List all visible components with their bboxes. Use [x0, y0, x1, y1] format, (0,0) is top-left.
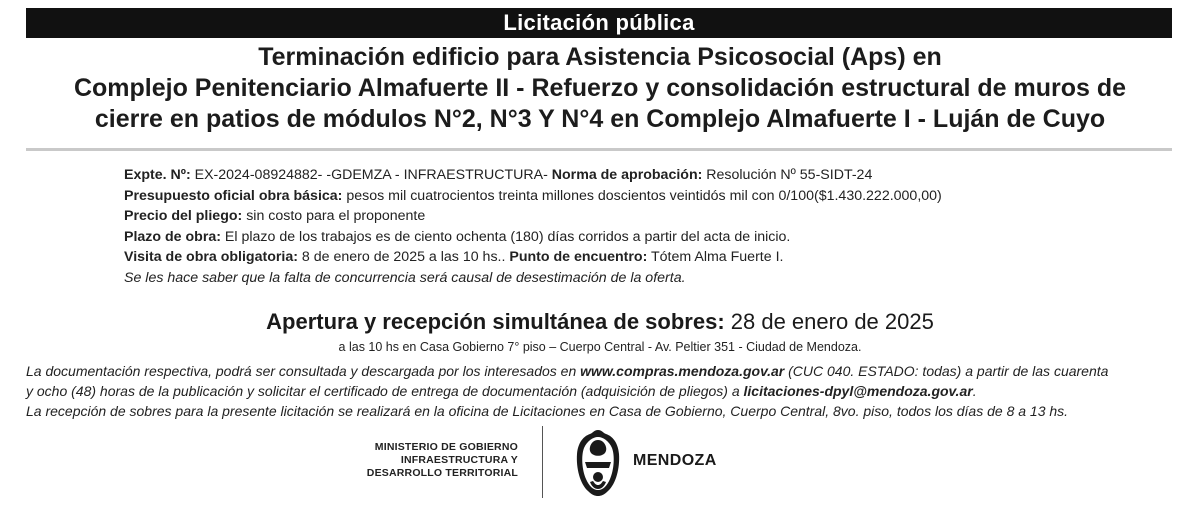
ministry-line-3: DESARROLLO TERRITORIAL — [366, 467, 518, 479]
norma-value: Resolución Nº 55-SIDT-24 — [702, 167, 873, 183]
mendoza-coat-of-arms-icon — [574, 428, 622, 498]
notes-text: y ocho (48) horas de la publicación y solicitar el certificado de entrega de documentación (adquisición de pliegos) a — [26, 383, 744, 399]
precio-value: sin costo para el proponente — [242, 208, 426, 224]
ministry-line-2: INFRAESTRUCTURA Y — [400, 454, 518, 466]
notes-line-2 — [26, 381, 1186, 401]
documentation-notes — [26, 361, 1186, 421]
opening-label: Apertura y recepción simultánea de sobres: — [266, 309, 725, 334]
plazo-value: El plazo de los trabajos es de ciento ochenta (180) días corridos a partir del acta de inicio. — [220, 228, 791, 245]
opening-location: a las 10 hs en Casa Gobierno 7° piso – Cuerpo Central - Av. Peltier 351 - Ciudad de Mendoza. — [338, 340, 862, 354]
footer-divider — [542, 426, 543, 498]
notes-text: La documentación respectiva, podrá ser consultada y descargada por los interesados en — [26, 363, 581, 379]
tender-title — [20, 42, 1180, 135]
title-line-3: cierre en patios de módulos N°2, N°3 Y N°4 en Complejo Almafuerte I - Luján de Cuyo — [94, 105, 1106, 133]
ministry-name — [340, 441, 518, 480]
presupuesto-value: pesos mil cuatrocientos treinta millones doscientos veintidós mil con 0/100($1.430.222.000,00) — [342, 187, 942, 204]
encuentro-value: Tótem Alma Fuerte I. — [647, 249, 784, 265]
compras-link[interactable]: www.compras.mendoza.gov.ar — [580, 363, 785, 379]
encuentro-label: Punto de encuentro: — [509, 249, 648, 265]
precio-row — [124, 206, 1164, 227]
visita-label: Visita de obra obligatoria: — [124, 249, 298, 265]
precio-label: Precio del pliego: — [124, 208, 243, 224]
ministry-line-1: MINISTERIO DE GOBIERNO — [374, 441, 518, 453]
expte-label: Expte. Nº: — [124, 167, 191, 183]
tender-details — [124, 165, 1164, 288]
plazo-label: Plazo de obra: — [124, 228, 221, 245]
visita-value: 8 de enero de 2025 a las 10 hs.. — [297, 249, 510, 265]
section-divider — [26, 148, 1172, 151]
notes-line-3: La recepción de sobres para la presente licitación se realizará en la oficina de Licitaciones en Casa de Gobierno, Cuerpo Central, 8vo. piso, todos los días de 8 a 13 hs. — [26, 403, 1069, 419]
expte-value: EX-2024-08924882- -GDEMZA - INFRAESTRUCTURA- — [190, 167, 552, 183]
norma-label: Norma de aprobación: — [551, 167, 703, 183]
notes-line-1 — [26, 361, 1186, 381]
plazo-row — [124, 227, 1164, 248]
presupuesto-row — [124, 186, 1164, 207]
title-line-2: Complejo Penitenciario Almafuerte II - Refuerzo y consolidación estructural de muros de — [73, 74, 1127, 102]
header-banner — [26, 8, 1172, 38]
opening-date: 28 de enero de 2025 — [724, 309, 934, 334]
expte-row — [124, 165, 1164, 186]
brand-wordmark: MENDOZA — [633, 452, 717, 469]
opening-heading — [0, 307, 1200, 337]
title-line-1: Terminación edificio para Asistencia Psicosocial (Aps) en — [258, 43, 942, 71]
visita-row — [124, 247, 1164, 268]
notes-text: (CUC 040. ESTADO: todas) a partir de las cuarenta — [784, 363, 1109, 379]
notes-text: . — [972, 383, 977, 399]
warning-row — [124, 268, 1164, 289]
attendance-warning: Se les hace saber que la falta de concurrencia será causal de desestimación de la oferta. — [124, 269, 686, 286]
licitaciones-email-link[interactable]: licitaciones-dpyl@mendoza.gov.ar — [743, 383, 973, 399]
presupuesto-label: Presupuesto oficial obra básica: — [124, 187, 343, 204]
banner-title: Licitación pública — [503, 10, 695, 35]
